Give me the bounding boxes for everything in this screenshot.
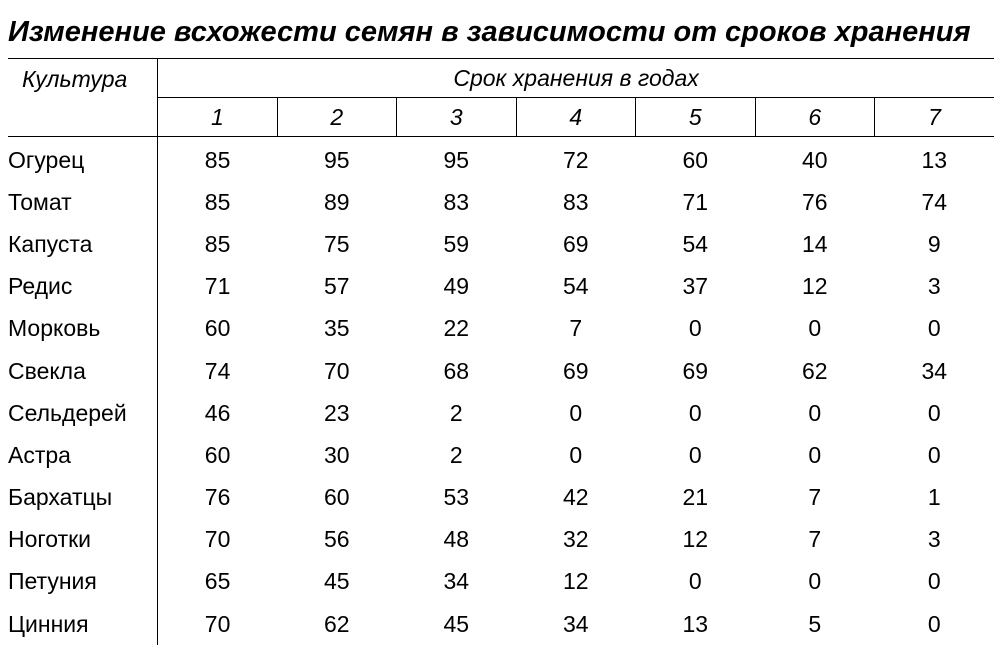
germination-value-cell: 0 [688,315,702,342]
germination-value-cell: 0 [927,399,941,426]
year-header: 2 [277,98,396,137]
germination-value-cell: 2 [449,399,463,426]
table-header [8,59,994,137]
germination-value-cell: 85 [204,188,231,215]
crop-name-cell: Капуста [8,223,158,265]
germination-value-cell: 72 [562,146,589,173]
germination-value-cell: 95 [443,146,470,173]
crop-name-cell: Бархатцы [8,477,158,519]
germination-value-cell: 13 [682,610,709,637]
germination-value-cell: 59 [443,230,470,257]
year-header: 3 [397,98,516,137]
germination-value-cell: 7 [808,484,822,511]
germination-value-cell: 95 [324,146,350,173]
germination-value-cell: 0 [569,399,583,426]
germination-value-cell: 0 [808,315,822,342]
germination-value-cell: 60 [204,315,231,342]
germination-value-cell: 0 [927,315,941,342]
germination-value-cell: 34 [443,568,470,595]
table-row [8,350,994,392]
table-row [8,266,994,308]
table-row [8,477,994,519]
germination-value-cell: 83 [562,188,589,215]
germination-value-cell: 34 [562,610,589,637]
germination-value-cell: 42 [562,484,589,511]
germination-value-cell: 75 [324,230,350,257]
germination-value-cell: 32 [562,526,589,553]
germination-value-cell: 2 [449,441,463,468]
germination-value-cell: 57 [324,273,350,300]
header-row [8,59,994,98]
crop-name-cell: Сельдерей [8,392,158,434]
germination-value-cell: 54 [682,230,709,257]
crop-name-cell: Свекла [8,350,158,392]
germination-value-cell: 13 [921,146,948,173]
crop-name-cell: Астра [8,434,158,476]
table-row [8,603,994,645]
germination-value-cell: 14 [801,230,828,257]
germination-value-cell: 70 [204,610,231,637]
germination-value-cell: 34 [921,357,948,384]
table-row [8,223,994,265]
germination-value-cell: 0 [688,441,702,468]
crop-name-cell: Огурец [8,137,158,182]
germination-value-cell: 3 [927,526,941,553]
crop-name-cell: Морковь [8,308,158,350]
germination-value-cell: 0 [927,441,941,468]
crop-name-cell: Петуния [8,561,158,603]
germination-value-cell: 22 [443,315,470,342]
year-header: 6 [755,98,874,137]
germination-value-cell: 0 [688,399,702,426]
germination-value-cell: 49 [443,273,470,300]
germination-value-cell: 48 [443,526,470,553]
germination-value-cell: 85 [204,146,231,173]
germination-value-cell: 71 [682,188,709,215]
table-row [8,519,994,561]
germination-value-cell: 60 [682,146,709,173]
germination-value-cell: 45 [443,610,470,637]
germination-value-cell: 65 [204,568,231,595]
germination-value-cell: 45 [324,568,350,595]
page-title: Изменение всхожести семян в зависимости от сроков хранения [8,16,971,48]
germination-value-cell: 76 [801,188,828,215]
germination-value-cell: 12 [562,568,589,595]
germination-value-cell: 70 [324,357,350,384]
germination-value-cell: 74 [921,188,948,215]
germination-value-cell: 56 [324,526,350,553]
year-header: 4 [516,98,635,137]
storage-period-header: Срок хранения в годах [158,59,994,98]
germination-value-cell: 0 [927,568,941,595]
crop-name-cell: Цинния [8,603,158,645]
germination-value-cell: 0 [808,399,822,426]
germination-value-cell: 62 [801,357,828,384]
germination-value-cell: 83 [443,188,470,215]
germination-value-cell: 85 [204,230,231,257]
germination-value-cell: 12 [682,526,709,553]
germination-value-cell: 0 [569,441,583,468]
table-row [8,137,994,182]
table-body [8,137,994,646]
germination-value-cell: 46 [204,399,231,426]
year-header: 1 [158,98,277,137]
crop-name-cell: Ноготки [8,519,158,561]
table-row [8,434,994,476]
germination-value-cell: 0 [808,568,822,595]
germination-value-cell: 68 [443,357,470,384]
table-row [8,308,994,350]
germination-value-cell: 60 [204,441,231,468]
germination-value-cell: 21 [682,484,709,511]
table-row [8,392,994,434]
crop-column-header: Культура [8,59,158,137]
germination-value-cell: 30 [324,441,350,468]
germination-value-cell: 69 [562,230,589,257]
germination-value-cell: 54 [562,273,589,300]
germination-value-cell: 69 [562,357,589,384]
germination-value-cell: 0 [688,568,702,595]
germination-value-cell: 12 [801,273,828,300]
crop-name-cell: Редис [8,266,158,308]
germination-value-cell: 37 [682,273,709,300]
germination-value-cell: 74 [204,357,231,384]
germination-value-cell: 53 [443,484,470,511]
germination-value-cell: 69 [682,357,709,384]
germination-value-cell: 0 [927,610,941,637]
year-header: 5 [636,98,755,137]
germination-value-cell: 3 [927,273,941,300]
germination-value-cell: 70 [204,526,231,553]
germination-value-cell: 7 [569,315,583,342]
germination-value-cell: 40 [801,146,828,173]
germination-value-cell: 23 [324,399,350,426]
crop-name-cell: Томат [8,181,158,223]
germination-value-cell: 35 [324,315,350,342]
germination-value-cell: 0 [808,441,822,468]
table-row [8,181,994,223]
table-row [8,561,994,603]
germination-value-cell: 5 [808,610,822,637]
germination-value-cell: 89 [324,188,350,215]
germination-value-cell: 62 [324,610,350,637]
germination-value-cell: 9 [927,230,941,257]
germination-value-cell: 60 [324,484,350,511]
germination-value-cell: 1 [927,484,941,511]
year-header: 7 [875,98,995,137]
germination-value-cell: 7 [808,526,822,553]
germination-table [8,58,994,645]
germination-value-cell: 76 [204,484,231,511]
germination-value-cell: 71 [204,273,231,300]
